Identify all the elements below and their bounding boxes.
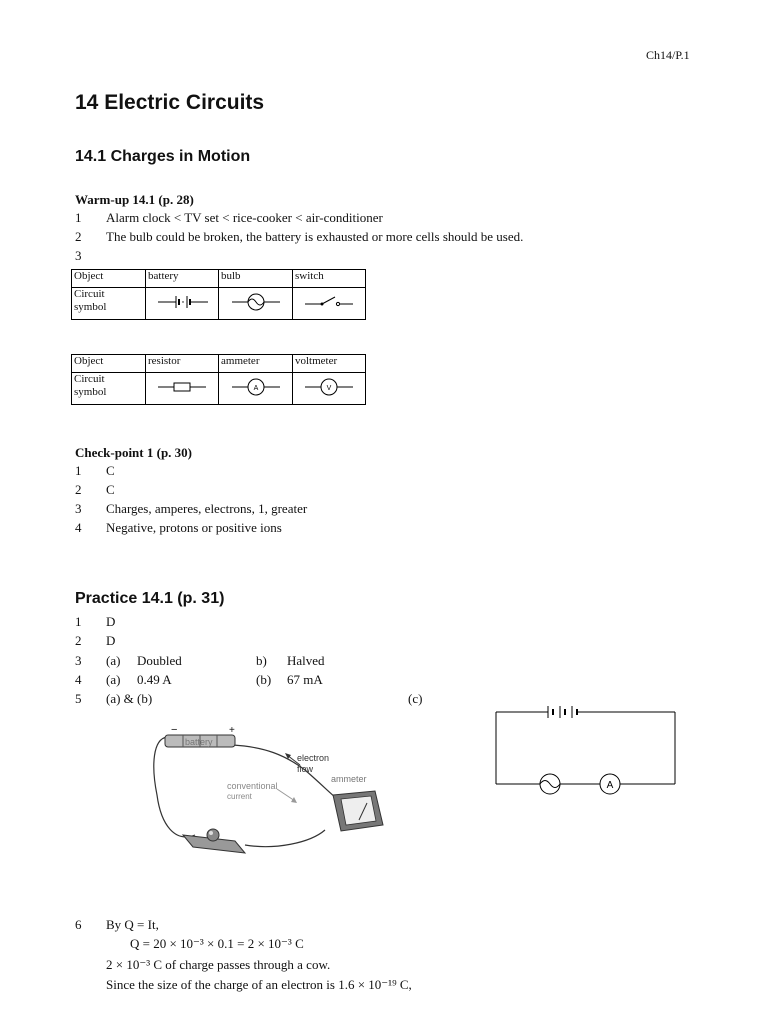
q6-line-3: 2 × 10⁻³ C of charge passes through a cow. xyxy=(106,957,331,972)
minus-sign: − xyxy=(171,725,178,736)
checkpoint-item-text: Negative, protons or positive ions xyxy=(106,520,282,535)
ammeter-symbol-cell xyxy=(219,373,293,405)
row-label xyxy=(72,288,146,320)
row-label-line: symbol xyxy=(74,386,107,398)
checkpoint-heading: Check-point 1 (p. 30) xyxy=(75,445,193,460)
checkpoint-item-number: 2 xyxy=(75,482,82,497)
battery-label: battery xyxy=(185,737,213,747)
table-header-cell: Object xyxy=(72,270,146,288)
sub-answer: Halved xyxy=(287,653,325,668)
practice-item-text: D xyxy=(106,614,116,629)
sub-label: (a) xyxy=(106,672,121,687)
practice-item-number: 5 xyxy=(75,691,82,706)
warmup-heading: Warm-up 14.1 (p. 28) xyxy=(75,192,194,207)
table-header-cell: ammeter xyxy=(219,355,293,373)
battery-symbol-icon xyxy=(152,292,212,312)
bulb-illustration xyxy=(183,829,245,853)
warmup-item-number: 3 xyxy=(75,248,82,263)
practice-item-number: 1 xyxy=(75,614,82,629)
practice-item-number: 6 xyxy=(75,917,82,932)
conventional-current-label: current xyxy=(227,792,252,801)
bulb-symbol-cell xyxy=(219,288,293,320)
practice-item-number: 4 xyxy=(75,672,82,687)
row-label-line: symbol xyxy=(74,301,107,313)
row-label xyxy=(72,373,146,405)
electron-flow-label: electron xyxy=(297,753,330,763)
voltmeter-letter: V xyxy=(326,384,332,392)
resistor-symbol-cell xyxy=(146,373,219,405)
sub-label: (c) xyxy=(408,691,423,706)
warmup-item-text: The bulb could be broken, the battery is exhausted or more cells should be used. xyxy=(106,229,524,244)
warmup-item-number: 2 xyxy=(75,229,82,244)
q6-line-2: Q = 20 × 10⁻³ × 0.1 = 2 × 10⁻³ C xyxy=(130,936,304,951)
warmup-item-text: Alarm clock < TV set < rice-cooker < air-conditioner xyxy=(106,210,383,225)
conventional-current-label: conventional xyxy=(227,781,278,791)
row-label-line: Circuit xyxy=(74,373,105,385)
circuit-illustration xyxy=(145,725,415,865)
table-header-cell: battery xyxy=(146,270,219,288)
ammeter-letter: A xyxy=(253,384,258,392)
practice-heading: Practice 14.1 (p. 31) xyxy=(75,590,225,607)
sub-label: b) xyxy=(256,653,267,668)
ammeter-label: ammeter xyxy=(331,774,367,784)
checkpoint-item-number: 1 xyxy=(75,463,82,478)
ammeter-illustration xyxy=(333,791,383,831)
electron-flow-label: flow xyxy=(297,764,314,774)
bulb-symbol-icon xyxy=(540,774,560,794)
circuit-symbol-table-2 xyxy=(71,354,366,405)
table-header-cell: Object xyxy=(72,355,146,373)
checkpoint-item-text: C xyxy=(106,482,115,497)
q6-line-1: By Q = It, xyxy=(106,917,159,932)
checkpoint-item-number: 4 xyxy=(75,520,82,535)
practice-item-number: 3 xyxy=(75,653,82,668)
sub-answer: 0.49 A xyxy=(137,672,172,687)
section-title: 14.1 Charges in Motion xyxy=(75,148,251,165)
warmup-item-number: 1 xyxy=(75,210,82,225)
sub-label: (a) & (b) xyxy=(106,691,153,706)
table-header-cell: resistor xyxy=(146,355,219,373)
checkpoint-item-text: C xyxy=(106,463,115,478)
ammeter-letter: A xyxy=(606,780,614,791)
battery-symbol-cell xyxy=(146,288,219,320)
ammeter-symbol-icon xyxy=(226,376,286,398)
practice-item-text: D xyxy=(106,633,116,648)
plus-sign: + xyxy=(229,725,235,736)
checkpoint-item-number: 3 xyxy=(75,501,82,516)
chapter-title: 14 Electric Circuits xyxy=(75,91,265,114)
page-reference: Ch14/P.1 xyxy=(646,48,690,62)
battery-cells-icon xyxy=(548,706,577,718)
voltmeter-symbol-cell xyxy=(293,373,366,405)
row-label-line: Circuit xyxy=(74,288,105,300)
checkpoint-item-text: Charges, amperes, electrons, 1, greater xyxy=(106,501,308,516)
ammeter-symbol-icon xyxy=(600,774,620,794)
sub-answer: 67 mA xyxy=(287,672,323,687)
q6-line-4: Since the size of the charge of an electron is 1.6 × 10⁻¹⁹ C, xyxy=(106,977,412,992)
switch-symbol-icon xyxy=(299,292,359,312)
table-header-cell: voltmeter xyxy=(293,355,366,373)
circuit-symbol-table-1 xyxy=(71,269,366,320)
table-header-cell: switch xyxy=(293,270,366,288)
resistor-symbol-icon xyxy=(152,377,212,397)
switch-symbol-cell xyxy=(293,288,366,320)
practice-item-number: 2 xyxy=(75,633,82,648)
sub-label: (a) xyxy=(106,653,121,668)
sub-answer: Doubled xyxy=(137,653,182,668)
sub-label: (b) xyxy=(256,672,272,687)
table-header-cell: bulb xyxy=(219,270,293,288)
voltmeter-symbol-icon xyxy=(299,376,359,398)
circuit-diagram xyxy=(490,700,680,800)
bulb-symbol-icon xyxy=(226,292,286,312)
